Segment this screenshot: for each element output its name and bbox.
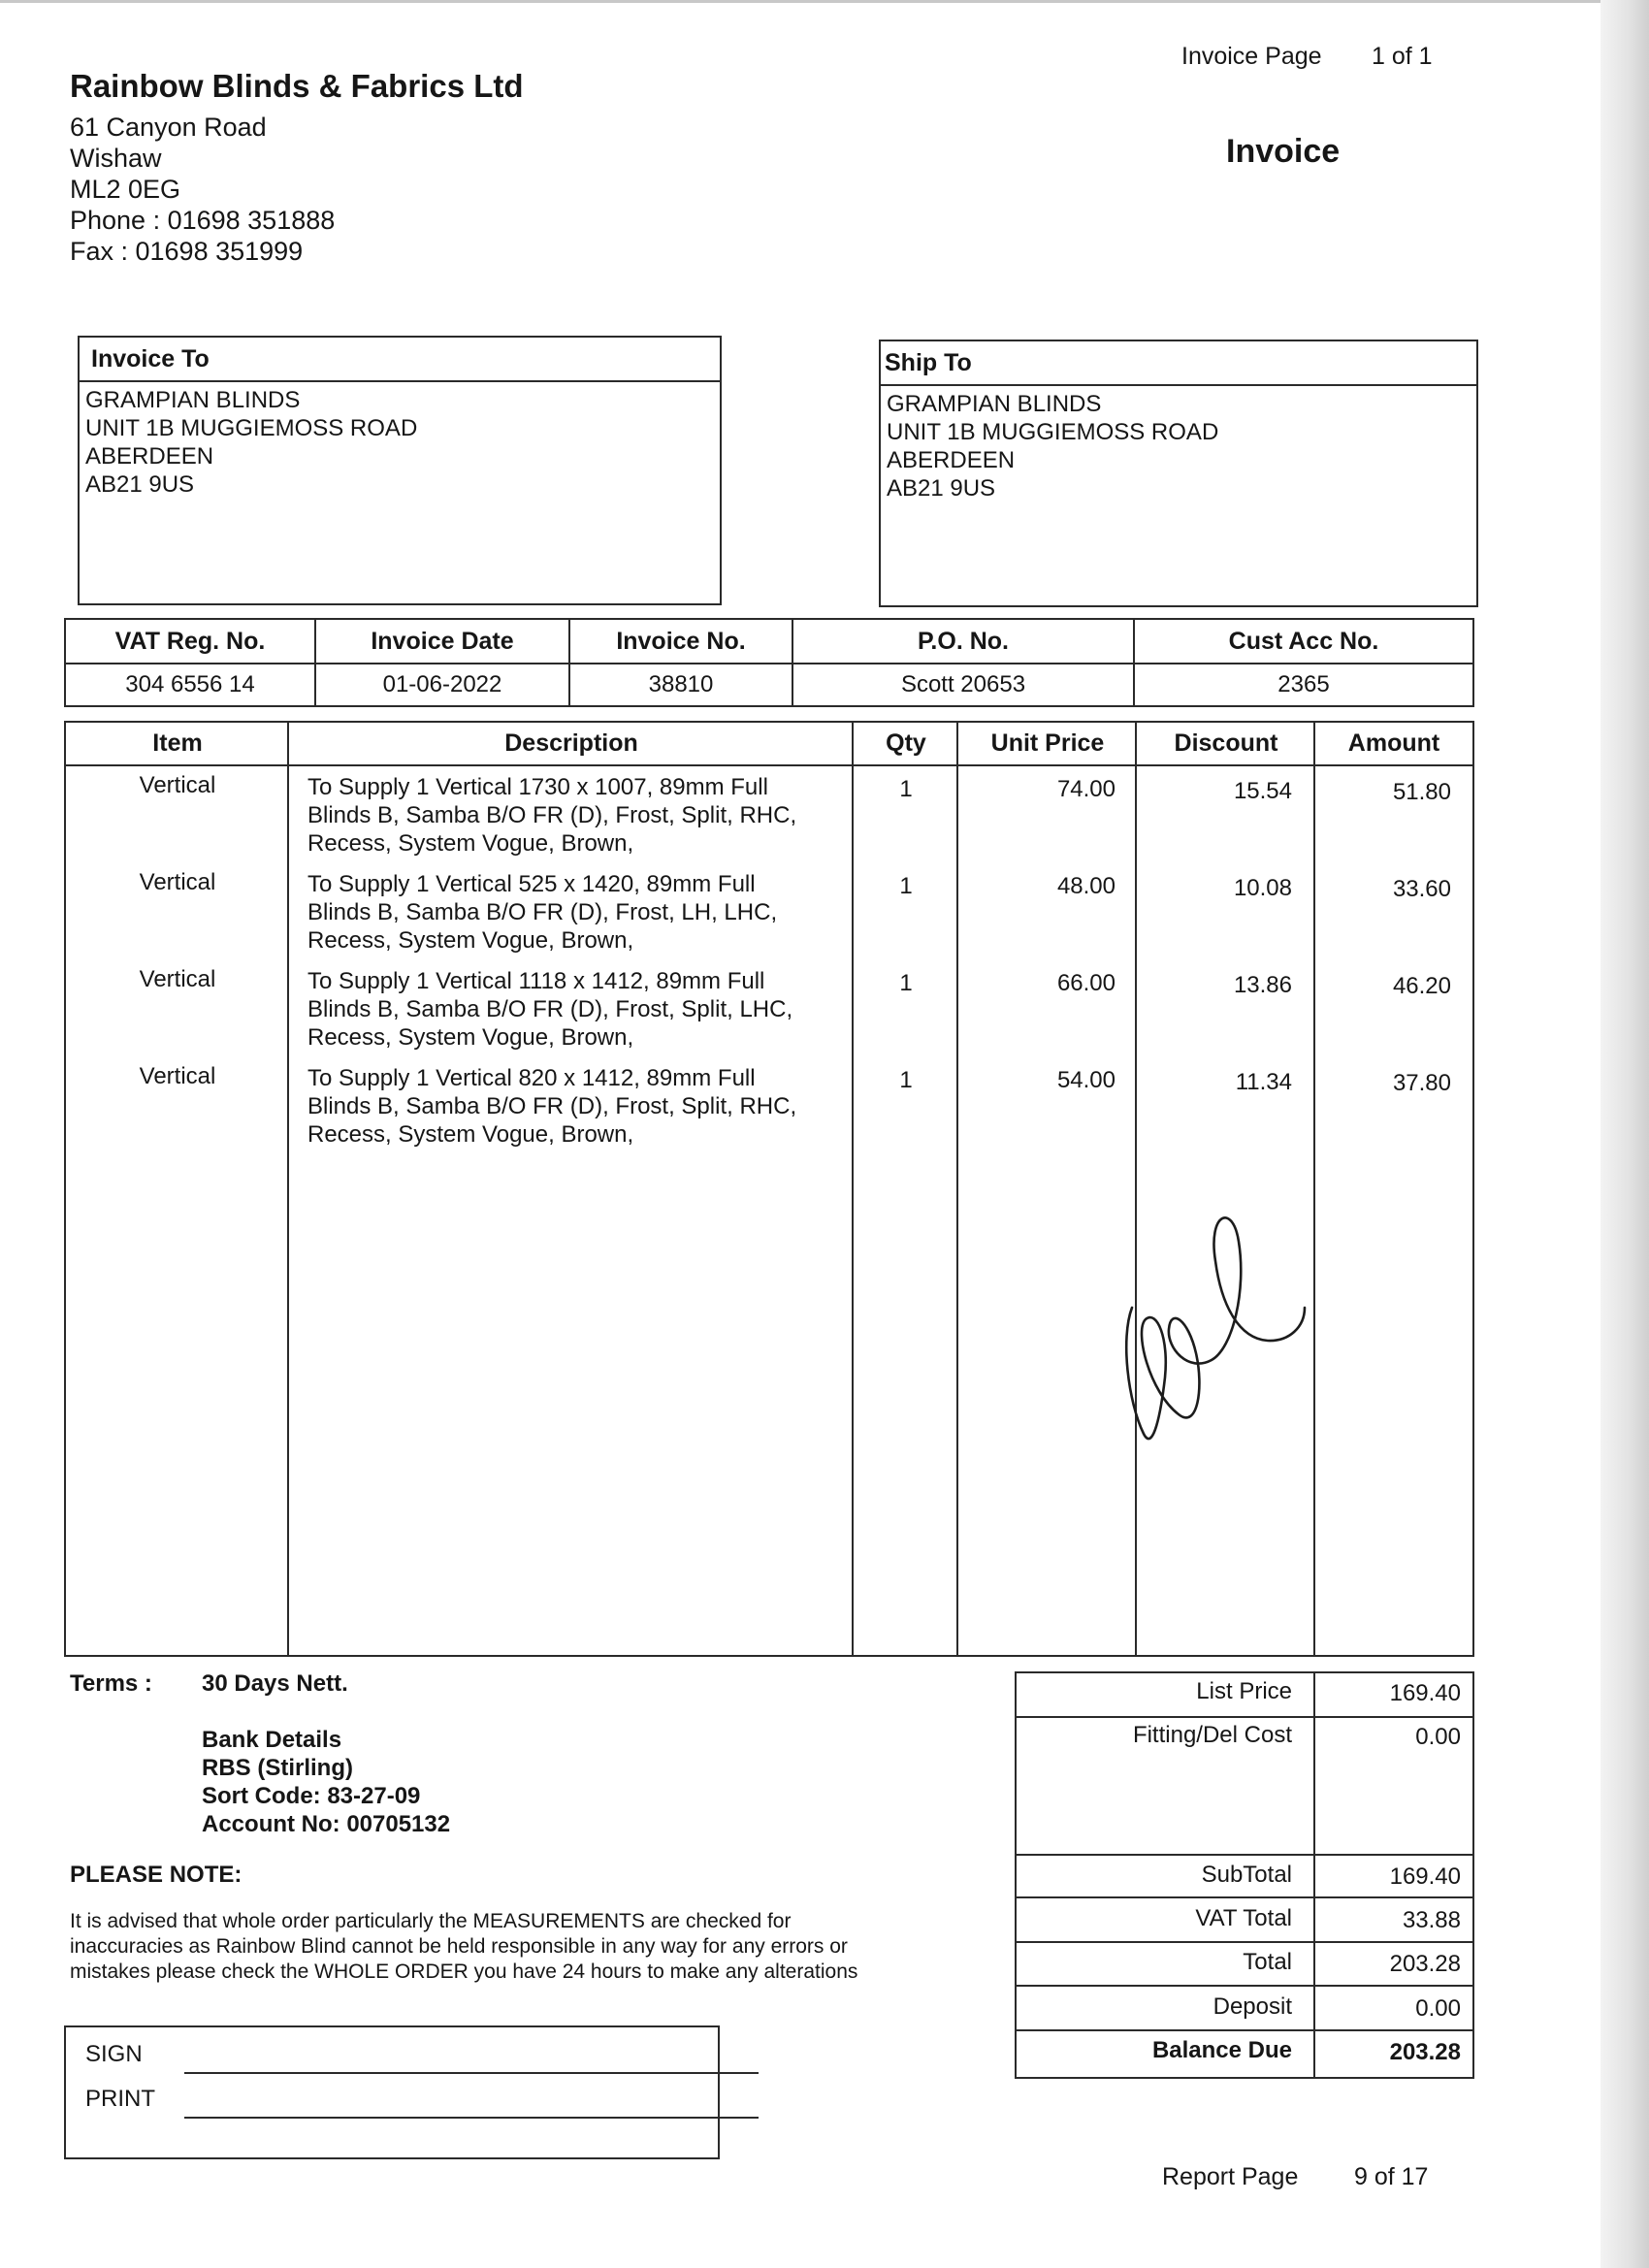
ship-to-box bbox=[879, 340, 1478, 607]
total-value: 203.28 bbox=[1389, 1951, 1461, 1977]
report-page-value: 9 of 17 bbox=[1354, 2163, 1429, 2190]
totals-rule bbox=[1017, 1716, 1472, 1718]
row-description-line: Recess, System Vogue, Brown, bbox=[307, 830, 634, 857]
balance-due-label: Balance Due bbox=[1151, 2037, 1292, 2063]
meta-value: 304 6556 14 bbox=[125, 671, 255, 697]
sign-print-box bbox=[64, 2025, 720, 2159]
please-note-heading: PLEASE NOTE: bbox=[70, 1862, 242, 1888]
company-address-line-2: Wishaw bbox=[70, 144, 162, 173]
row-description-line: Recess, System Vogue, Brown, bbox=[307, 1121, 634, 1148]
row-discount: 11.34 bbox=[1235, 1069, 1292, 1095]
row-unit-price: 66.00 bbox=[1056, 970, 1116, 996]
meta-header: Cust Acc No. bbox=[1135, 620, 1472, 664]
meta-header: Invoice Date bbox=[316, 620, 568, 664]
company-address-line-3: ML2 0EG bbox=[70, 175, 181, 204]
row-item: Vertical bbox=[139, 772, 216, 798]
row-qty: 1 bbox=[899, 873, 913, 899]
items-column-description bbox=[289, 723, 854, 1655]
items-column-item bbox=[66, 723, 289, 1655]
invoice-to-line: GRAMPIAN BLINDS bbox=[85, 387, 301, 413]
line-items-table bbox=[64, 721, 1474, 1657]
note-line: It is advised that whole order particularly the MEASUREMENTS are checked for bbox=[70, 1910, 792, 1932]
items-column-discount bbox=[1137, 723, 1315, 1655]
bank-details-heading: Bank Details bbox=[202, 1727, 342, 1753]
row-description-line: Recess, System Vogue, Brown, bbox=[307, 927, 634, 954]
company-address-line-1: 61 Canyon Road bbox=[70, 113, 267, 142]
company-fax: Fax : 01698 351999 bbox=[70, 237, 304, 266]
list-price-label: List Price bbox=[1196, 1678, 1292, 1704]
items-header-rule bbox=[66, 764, 1472, 766]
fitting-del-cost-label: Fitting/Del Cost bbox=[1132, 1722, 1292, 1748]
items-column-unit-price bbox=[958, 723, 1137, 1655]
header-description: Description bbox=[504, 729, 638, 757]
row-discount: 15.54 bbox=[1233, 778, 1292, 804]
scan-right-edge bbox=[1600, 0, 1649, 2268]
meta-header: VAT Reg. No. bbox=[66, 620, 314, 664]
totals-box bbox=[1015, 1671, 1474, 2079]
row-description-line: To Supply 1 Vertical 820 x 1412, 89mm Full bbox=[307, 1065, 756, 1091]
deposit-value: 0.00 bbox=[1415, 1995, 1461, 2022]
items-column-qty bbox=[854, 723, 958, 1655]
row-description-line: To Supply 1 Vertical 1730 x 1007, 89mm Full bbox=[307, 774, 768, 800]
total-label: Total bbox=[1243, 1949, 1292, 1975]
invoice-to-line: AB21 9US bbox=[85, 471, 195, 498]
row-qty: 1 bbox=[899, 776, 913, 802]
meta-value: 2365 bbox=[1277, 671, 1330, 697]
row-discount: 13.86 bbox=[1233, 972, 1292, 998]
invoice-to-line: UNIT 1B MUGGIEMOSS ROAD bbox=[85, 415, 418, 441]
row-item: Vertical bbox=[139, 869, 216, 895]
row-item: Vertical bbox=[139, 1063, 216, 1089]
row-amount: 33.60 bbox=[1392, 876, 1451, 902]
balance-due-value: 203.28 bbox=[1389, 2039, 1461, 2065]
ship-to-line: ABERDEEN bbox=[887, 447, 1016, 473]
ship-to-line: UNIT 1B MUGGIEMOSS ROAD bbox=[887, 419, 1219, 445]
row-unit-price: 48.00 bbox=[1056, 873, 1116, 899]
row-description-line: Blinds B, Samba B/O FR (D), Frost, Split, LHC, bbox=[307, 996, 793, 1022]
totals-divider bbox=[1313, 1673, 1315, 2077]
vat-total-value: 33.88 bbox=[1402, 1907, 1461, 1933]
terms-value: 30 Days Nett. bbox=[202, 1670, 348, 1697]
invoice-meta-table bbox=[64, 618, 1474, 707]
meta-cell-invoice-no bbox=[570, 620, 793, 705]
row-qty: 1 bbox=[899, 1067, 913, 1093]
row-amount: 46.20 bbox=[1392, 973, 1451, 999]
invoice-page-value: 1 of 1 bbox=[1372, 43, 1433, 70]
print-line bbox=[184, 2117, 759, 2119]
meta-header: P.O. No. bbox=[793, 620, 1133, 664]
row-description-line: Blinds B, Samba B/O FR (D), Frost, Split, RHC, bbox=[307, 802, 797, 828]
scan-top-edge bbox=[0, 0, 1649, 3]
bank-name: RBS (Stirling) bbox=[202, 1755, 353, 1781]
row-description-line: To Supply 1 Vertical 525 x 1420, 89mm Full bbox=[307, 871, 756, 897]
subtotal-label: SubTotal bbox=[1201, 1862, 1292, 1888]
note-line: mistakes please check the WHOLE ORDER you have 24 hours to make any alterations bbox=[70, 1960, 858, 1983]
row-description-line: Blinds B, Samba B/O FR (D), Frost, LH, LHC, bbox=[307, 899, 778, 925]
ship-to-line: AB21 9US bbox=[887, 475, 996, 502]
meta-value: 38810 bbox=[648, 671, 714, 697]
invoice-to-box bbox=[78, 336, 722, 605]
invoice-to-heading: Invoice To bbox=[80, 338, 720, 382]
deposit-label: Deposit bbox=[1212, 1993, 1292, 2020]
subtotal-value: 169.40 bbox=[1389, 1863, 1461, 1890]
totals-rule bbox=[1017, 1854, 1472, 1856]
row-discount: 10.08 bbox=[1233, 875, 1292, 901]
meta-cell-date bbox=[316, 620, 570, 705]
meta-header: Invoice No. bbox=[570, 620, 792, 664]
meta-cell-po-no bbox=[793, 620, 1135, 705]
row-description-line: Recess, System Vogue, Brown, bbox=[307, 1024, 634, 1051]
bank-sort-code: Sort Code: 83-27-09 bbox=[202, 1783, 421, 1809]
header-unit-price: Unit Price bbox=[990, 729, 1105, 757]
company-name: Rainbow Blinds & Fabrics Ltd bbox=[70, 68, 524, 104]
meta-value: Scott 20653 bbox=[900, 671, 1026, 697]
header-qty: Qty bbox=[886, 729, 926, 757]
bank-account-no: Account No: 00705132 bbox=[202, 1811, 451, 1837]
totals-rule bbox=[1017, 2029, 1472, 2031]
row-unit-price: 54.00 bbox=[1056, 1067, 1116, 1093]
invoice-page-label: Invoice Page bbox=[1181, 43, 1322, 70]
terms-label: Terms : bbox=[70, 1670, 152, 1697]
vat-total-label: VAT Total bbox=[1195, 1905, 1292, 1931]
meta-value: 01-06-2022 bbox=[382, 671, 502, 697]
sign-line bbox=[184, 2072, 759, 2074]
row-unit-price: 74.00 bbox=[1056, 776, 1116, 802]
print-label: PRINT bbox=[85, 2086, 155, 2112]
totals-rule bbox=[1017, 1896, 1472, 1898]
header-amount: Amount bbox=[1347, 729, 1440, 757]
row-description-line: Blinds B, Samba B/O FR (D), Frost, Split, RHC, bbox=[307, 1093, 797, 1119]
fitting-del-cost-value: 0.00 bbox=[1415, 1724, 1461, 1750]
meta-cell-vat bbox=[66, 620, 316, 705]
header-item: Item bbox=[152, 729, 203, 757]
totals-rule bbox=[1017, 1985, 1472, 1987]
ship-to-line: GRAMPIAN BLINDS bbox=[887, 391, 1102, 417]
totals-rule bbox=[1017, 1941, 1472, 1943]
sign-label: SIGN bbox=[85, 2041, 143, 2067]
row-amount: 37.80 bbox=[1392, 1070, 1451, 1096]
list-price-value: 169.40 bbox=[1389, 1680, 1461, 1706]
company-phone: Phone : 01698 351888 bbox=[70, 206, 336, 235]
document-title: Invoice bbox=[1226, 133, 1341, 170]
row-amount: 51.80 bbox=[1392, 779, 1451, 805]
row-qty: 1 bbox=[899, 970, 913, 996]
handwritten-signature bbox=[1111, 1193, 1324, 1455]
meta-cell-cust-acc bbox=[1135, 620, 1472, 705]
invoice-to-line: ABERDEEN bbox=[85, 443, 214, 470]
note-line: inaccuracies as Rainbow Blind cannot be held responsible in any way for any errors or bbox=[70, 1935, 848, 1958]
ship-to-heading: Ship To bbox=[881, 341, 1476, 386]
header-discount: Discount bbox=[1174, 729, 1278, 757]
report-page-label: Report Page bbox=[1162, 2163, 1299, 2190]
row-item: Vertical bbox=[139, 966, 216, 992]
row-description-line: To Supply 1 Vertical 1118 x 1412, 89mm Full bbox=[307, 968, 765, 994]
